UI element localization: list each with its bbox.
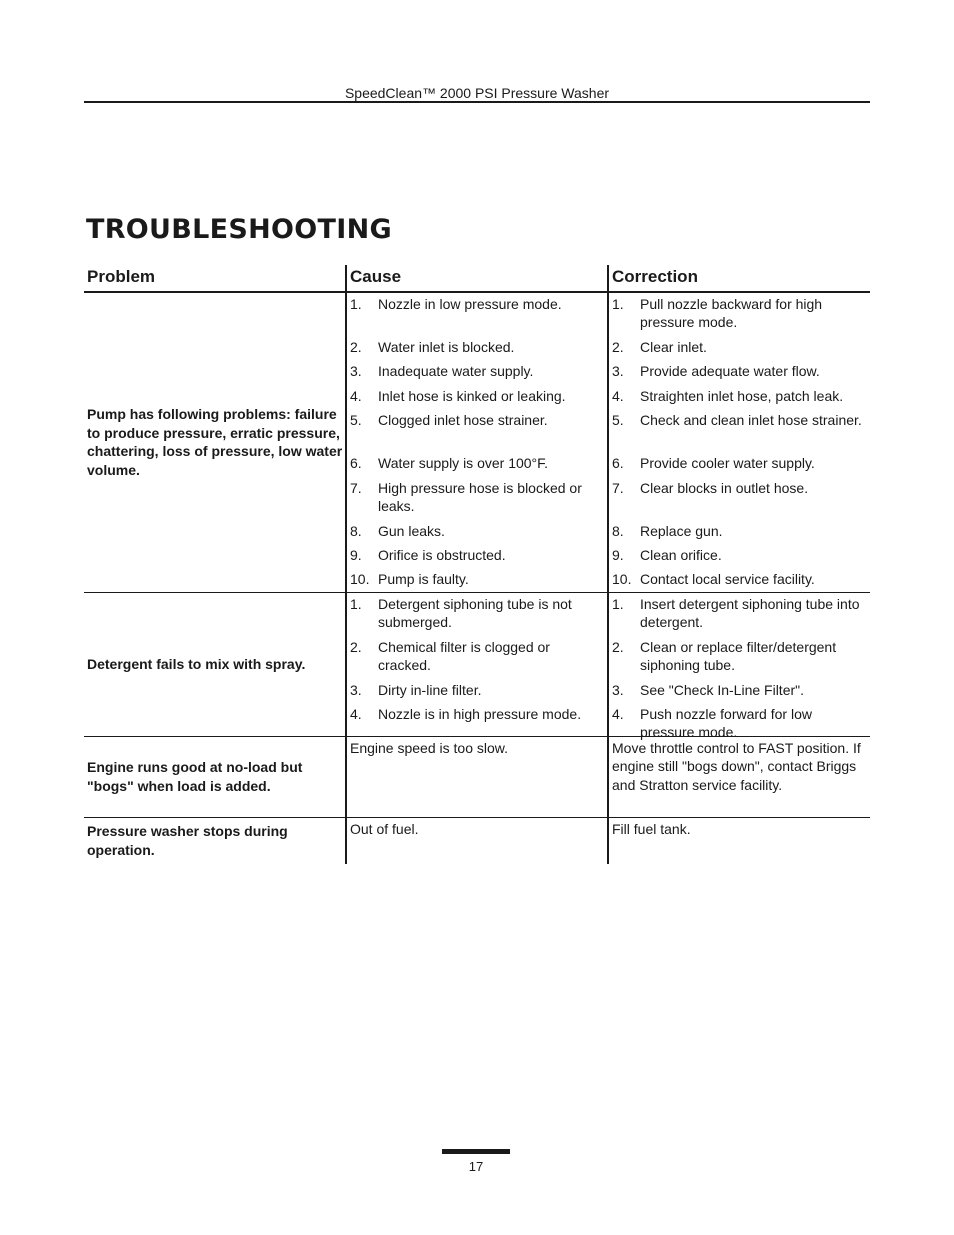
cause-cell [346,292,608,593]
footer-bar [442,1149,510,1154]
cause-list-item [350,568,605,592]
correction-text: Check and clean inlet hose strainer. [640,411,862,428]
item-number: 3. [350,363,362,379]
page-title: TROUBLESHOOTING [86,214,392,245]
item-number: 7. [350,479,362,496]
correction-list-item [612,520,868,544]
column-header-problem: Problem [84,265,346,292]
correction-list-item [612,593,868,636]
item-number: 5. [612,411,624,428]
item-number: 4. [350,387,362,404]
correction-list-item [612,703,868,740]
item-number: 2. [612,338,624,355]
item-number: 1. [612,295,624,312]
correction-text: Pull nozzle backward for high pressure mode. [640,295,823,330]
cause-list-item [350,385,605,409]
correction-list-item [612,409,868,452]
cause-text: Dirty in-line filter. [378,681,482,698]
correction-text: Clear blocks in outlet hose. [640,479,809,496]
column-header-cause: Cause [346,265,608,292]
correction-list-item [612,477,868,520]
correction-cell [608,817,870,864]
item-number: 3. [612,363,624,379]
table-row [84,736,870,817]
correction-list-item [612,293,868,336]
page-number: 17 [468,1159,484,1174]
cause-list-item [350,703,605,736]
correction-list [612,293,868,592]
correction-text: Provide cooler water supply. [640,454,815,471]
cause-list [350,593,605,736]
header-rule [84,101,870,103]
item-number: 4. [612,705,624,722]
cause-text: Chemical filter is clogged or cracked. [378,638,550,673]
correction-text: Push nozzle forward for low pressure mode. [640,705,812,740]
correction-text: Fill fuel tank. [612,820,691,837]
item-number: 9. [350,546,362,563]
correction-text: Provide adequate water flow. [640,363,820,379]
item-number: 5. [350,411,362,428]
cause-text: Nozzle in low pressure mode. [378,295,562,312]
item-number: 2. [612,638,624,655]
correction-cell [608,592,870,740]
correction-list-item [612,544,868,568]
correction-text: Straighten inlet hose, patch leak. [640,387,844,404]
correction-list-item [612,568,868,592]
correction-list-item [612,452,868,477]
item-number: 6. [350,454,362,471]
item-number: 8. [612,522,624,539]
cause-text: Engine speed is too slow. [350,739,508,756]
cause-text: Inlet hose is kinked or leaking. [378,387,566,404]
cause-list-item [350,636,605,679]
item-number: 10. [350,570,370,587]
item-number: 9. [612,546,624,563]
cause-cell [346,817,608,864]
cause-text: Water supply is over 100°F. [378,454,549,471]
running-header: SpeedClean™ 2000 PSI Pressure Washer [344,85,610,101]
correction-text: See "Check In-Line Filter". [640,681,805,698]
item-number: 1. [350,295,362,312]
table-header-row [84,265,870,292]
item-number: 3. [612,681,624,698]
problem-cell: Detergent fails to mix with spray. [84,592,346,736]
item-number: 8. [350,522,362,539]
problem-cell: Pressure washer stops during operation. [84,817,346,864]
correction-cell [608,292,870,593]
troubleshooting-table [84,265,870,864]
cause-list-item [350,593,605,636]
cause-list-item [350,520,605,544]
item-number: 1. [612,595,624,612]
cause-text: Water inlet is blocked. [378,338,515,355]
cause-text: Nozzle is in high pressure mode. [378,705,582,722]
cause-cell [346,592,608,736]
table-row [84,292,870,593]
problem-cell: Pump has following problems: failure to produce pressure, erratic pressure, chattering, loss of pressure, low water volume. [87,406,343,478]
correction-text: Clear inlet. [640,338,707,355]
cause-list-item [350,336,605,361]
correction-list-item [612,336,868,361]
correction-text: Replace gun. [640,522,723,539]
cause-list-item [350,679,605,703]
item-number: 3. [350,681,362,698]
correction-list [612,593,868,740]
cause-list-item [350,293,605,336]
correction-text: Clean or replace filter/detergent siphoning tube. [640,638,837,673]
cause-text: Inadequate water supply. [378,363,534,379]
correction-list-item [612,385,868,409]
cause-text: Out of fuel. [350,820,419,837]
correction-list-item [612,360,868,385]
item-number: 6. [612,454,624,471]
cause-list [350,293,605,592]
item-number: 4. [350,705,362,722]
cause-list-item [350,544,605,568]
correction-cell [608,736,870,817]
cause-list-item [350,360,605,385]
correction-list-item [612,679,868,703]
item-number: 2. [350,338,362,355]
correction-text: Clean orifice. [640,546,722,563]
cause-list-item [350,409,605,452]
item-number: 1. [350,595,362,612]
cause-text: High pressure hose is blocked or leaks. [378,479,582,514]
item-number: 7. [612,479,624,496]
item-number: 2. [350,638,362,655]
column-header-correction: Correction [608,265,870,292]
problem-cell: Engine runs good at no-load but "bogs" when load is added. [84,736,346,817]
table-row [84,817,870,864]
cause-list-item [350,452,605,477]
cause-cell [346,736,608,817]
table-body [84,292,870,864]
cause-text: Orifice is obstructed. [378,546,506,563]
correction-text: Move throttle control to FAST position. If engine still "bogs down", contact Briggs and Stratton service facility. [612,739,861,793]
cause-text: Gun leaks. [378,522,445,539]
table-row [84,592,870,736]
correction-text: Contact local service facility. [640,570,815,587]
correction-list-item [612,636,868,679]
cause-text: Pump is faulty. [378,570,469,587]
item-number: 10. [612,570,632,587]
cause-text: Clogged inlet hose strainer. [378,411,548,428]
correction-text: Insert detergent siphoning tube into detergent. [640,595,860,630]
cause-list-item [350,477,605,520]
item-number: 4. [612,387,624,404]
cause-text: Detergent siphoning tube is not submerged. [378,595,572,630]
